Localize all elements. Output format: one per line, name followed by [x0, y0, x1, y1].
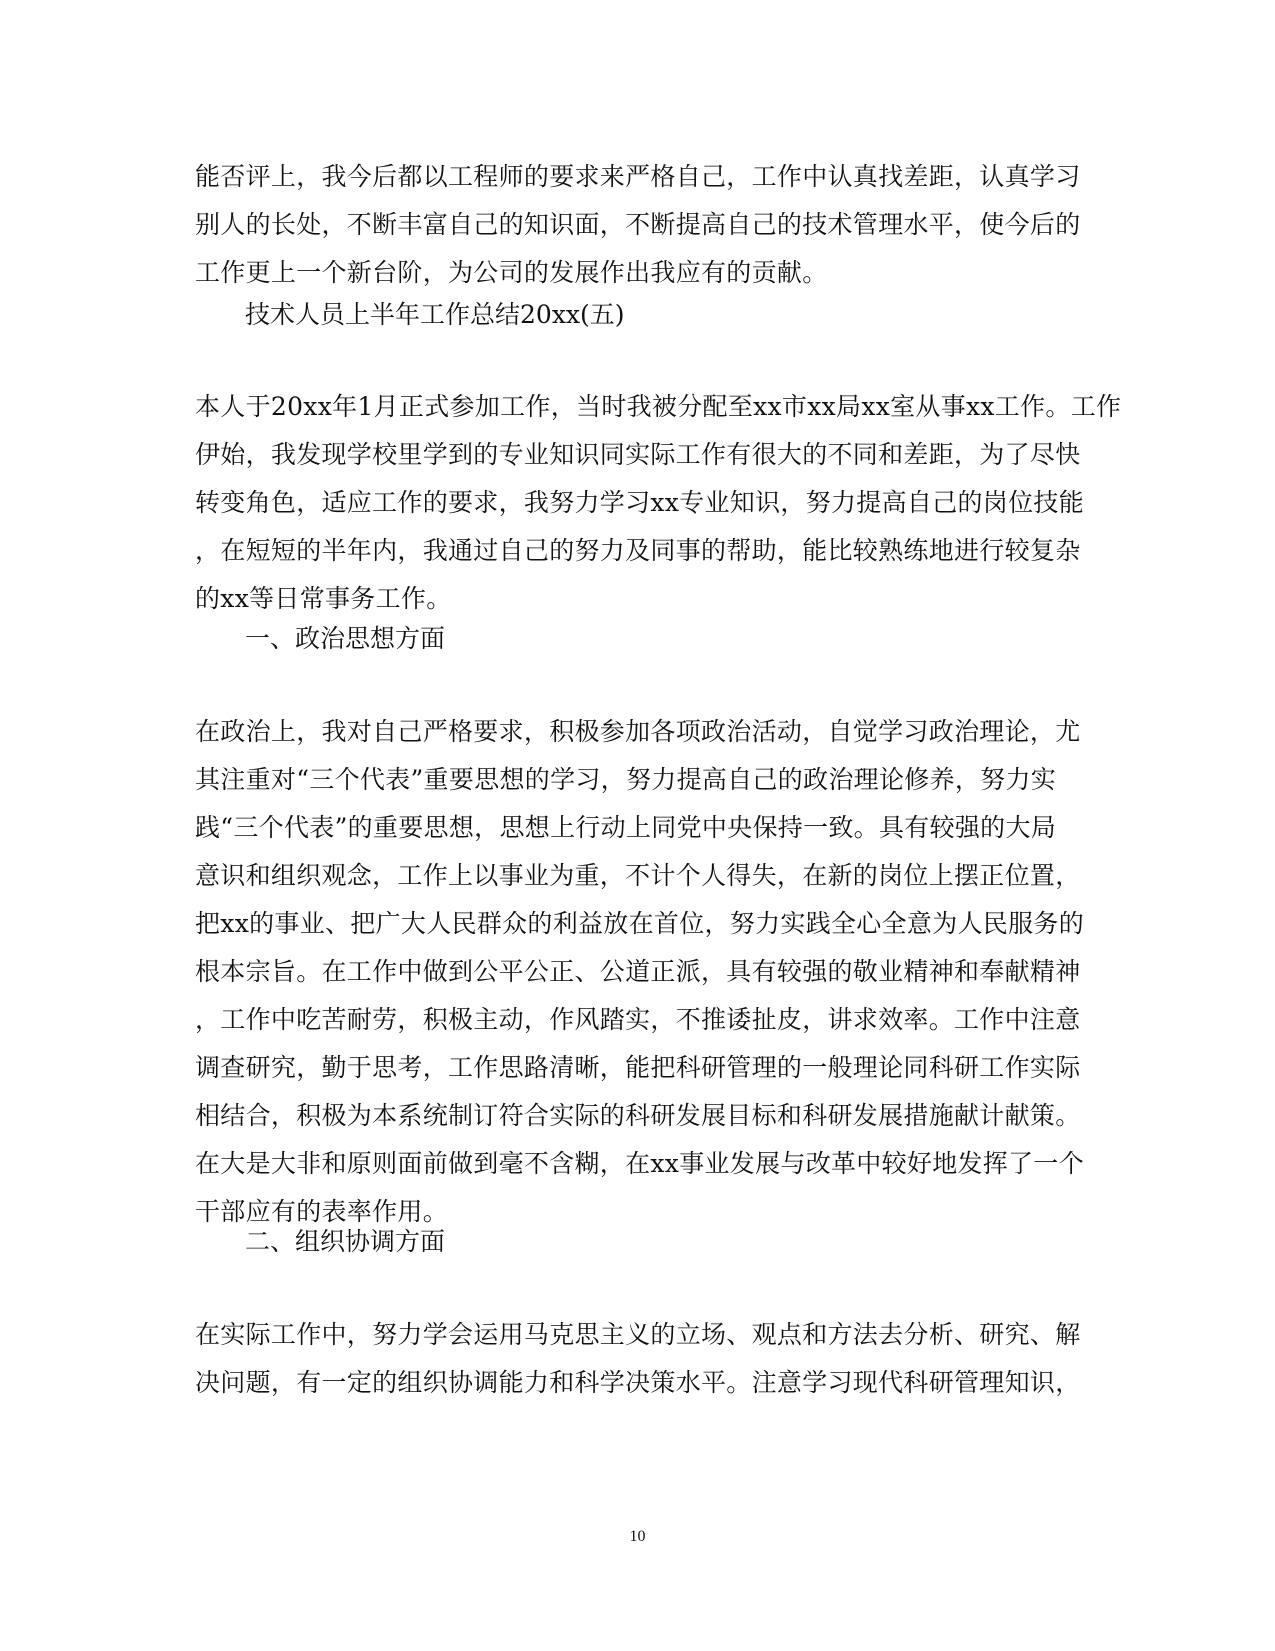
- paragraph-continued: [195, 153, 1081, 297]
- text-line: 工作更上一个新台阶，为公司的发展作出我应有的贡献。: [195, 258, 828, 287]
- text-line: 在大是大非和原则面前做到毫不含糊，在xx事业发展与改革中较好地发挥了一个: [195, 1149, 1085, 1178]
- heading-organization: 二、组织协调方面: [245, 1227, 446, 1256]
- text-line: ，工作中吃苦耐劳，积极主动，作风踏实，不推诿扯皮，讲求效率。工作中注意: [195, 1005, 1081, 1034]
- section-title: 技术人员上半年工作总结20xx(五): [245, 300, 625, 329]
- text-line: 相结合，积极为本系统制订符合实际的科研发展目标和科研发展措施献计献策。: [195, 1101, 1081, 1130]
- paragraph-political: [195, 708, 1085, 1236]
- text-line: 本人于20xx年1月正式参加工作，当时我被分配至xx市xx局xx室从事xx工作。工作: [195, 392, 1122, 421]
- text-line: 的xx等日常事务工作。: [195, 584, 452, 613]
- text-line: 别人的长处，不断丰富自己的知识面，不断提高自己的技术管理水平，使今后的: [195, 210, 1081, 239]
- page-number: 10: [629, 1528, 646, 1545]
- text-line: 能否评上，我今后都以工程师的要求来严格自己，工作中认真找差距，认真学习: [195, 162, 1081, 191]
- text-line: 干部应有的表率作用。: [195, 1197, 449, 1226]
- paragraph-intro: [195, 383, 1122, 623]
- text-line: 伊始，我发现学校里学到的专业知识同实际工作有很大的不同和差距，为了尽快: [195, 440, 1081, 469]
- text-line: 根本宗旨。在工作中做到公平公正、公道正派，具有较强的敬业精神和奉献精神: [195, 957, 1081, 986]
- text-line: 其注重对“三个代表”重要思想的学习，努力提高自己的政治理论修养，努力实: [195, 765, 1057, 794]
- heading-political: 一、政治思想方面: [245, 624, 446, 653]
- text-line: 把xx的事业、把广大人民群众的利益放在首位，努力实践全心全意为人民服务的: [195, 909, 1085, 938]
- text-line: 决问题，有一定的组织协调能力和科学决策水平。注意学习现代科研管理知识，: [195, 1368, 1081, 1397]
- text-line: 意识和组织观念，工作上以事业为重，不计个人得失，在新的岗位上摆正位置，: [195, 861, 1081, 890]
- text-line: 转变角色，适应工作的要求，我努力学习xx专业知识，努力提高自己的岗位技能: [195, 488, 1085, 517]
- text-line: 在政治上，我对自己严格要求，积极参加各项政治活动，自觉学习政治理论，尤: [195, 717, 1081, 746]
- text-line: 践“三个代表”的重要思想，思想上行动上同党中央保持一致。具有较强的大局: [195, 813, 1057, 842]
- text-line: 在实际工作中，努力学会运用马克思主义的立场、观点和方法去分析、研究、解: [195, 1320, 1081, 1349]
- paragraph-organization: [195, 1311, 1081, 1407]
- text-line: ，在短短的半年内，我通过自己的努力及同事的帮助，能比较熟练地进行较复杂: [195, 536, 1081, 565]
- text-line: 调查研究，勤于思考，工作思路清晰，能把科研管理的一般理论同科研工作实际: [195, 1053, 1081, 1082]
